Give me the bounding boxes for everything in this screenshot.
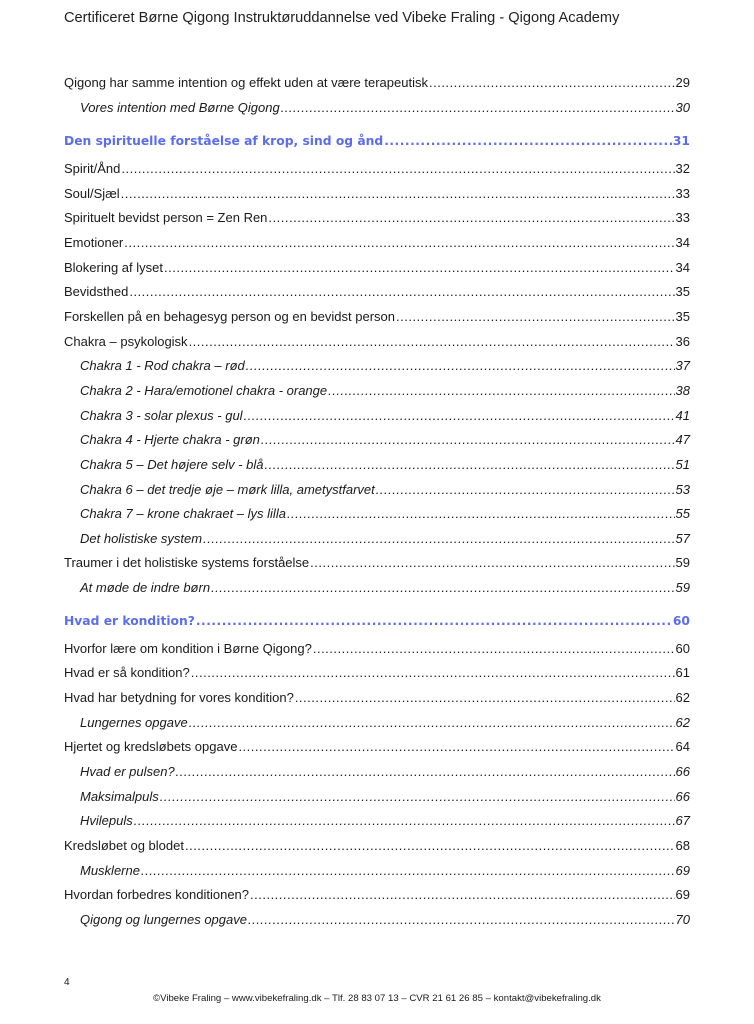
toc-entry-page: 66 — [675, 764, 690, 779]
document-header: Certificeret Børne Qigong Instruktøruddannelse ved Vibeke Fraling - Qigong Academy — [64, 10, 620, 26]
toc-entry-page: 35 — [675, 309, 690, 324]
dot-leader — [203, 530, 674, 547]
dot-leader — [160, 788, 675, 805]
toc-entry-title: Chakra 1 - Rod chakra – rød — [80, 358, 245, 373]
dot-leader — [328, 382, 674, 399]
toc-entry-title: Blokering af lyset — [64, 260, 163, 275]
dot-leader — [134, 812, 675, 829]
toc-entry-title: Hvorfor lære om kondition i Børne Qigong? — [64, 641, 312, 656]
dot-leader — [196, 613, 672, 630]
toc-entry[interactable] — [80, 812, 690, 829]
toc-entry-title: Bevidsthed — [64, 284, 129, 299]
dot-leader — [121, 160, 674, 177]
toc-entry-page: 53 — [675, 482, 690, 497]
toc-entry-title: Chakra 3 - solar plexus - gul — [80, 408, 243, 423]
toc-entry[interactable] — [80, 382, 690, 399]
toc-entry-title: Spirit/Ånd — [64, 161, 121, 176]
toc-entry-page: 29 — [675, 75, 690, 90]
toc-entry[interactable] — [80, 481, 690, 498]
dot-leader — [376, 481, 675, 498]
toc-entry-page: 41 — [675, 408, 690, 423]
toc-entry-page: 36 — [675, 334, 690, 349]
toc-entry[interactable] — [64, 664, 690, 681]
toc-entry-page: 33 — [675, 210, 690, 225]
toc-entry-page: 35 — [675, 284, 690, 299]
toc-entry-page: 67 — [675, 813, 690, 828]
toc-entry-page: 69 — [675, 887, 690, 902]
dot-leader — [250, 886, 675, 903]
dot-leader — [396, 308, 675, 325]
dot-leader — [121, 185, 675, 202]
toc-entry-title: Hjertet og kredsløbets opgave — [64, 739, 238, 754]
dot-leader — [244, 407, 675, 424]
toc-entry[interactable] — [64, 837, 690, 854]
toc-entry-title: Hvad har betydning for vores kondition? — [64, 690, 294, 705]
dot-leader — [124, 234, 674, 251]
toc-entry-title: Den spirituelle forståelse af krop, sind og ånd — [64, 134, 384, 148]
toc-entry[interactable] — [64, 554, 690, 571]
toc-entry-page: 59 — [675, 555, 690, 570]
dot-leader — [429, 74, 675, 91]
toc-entry-title: Det holistiske system — [80, 531, 203, 546]
toc-entry[interactable] — [80, 579, 690, 596]
dot-leader — [261, 431, 675, 448]
toc-entry[interactable] — [64, 234, 690, 251]
dot-leader — [246, 357, 675, 374]
toc-entry-page: 69 — [675, 863, 690, 878]
toc-entry-title: Hvad er så kondition? — [64, 665, 190, 680]
toc-entry[interactable] — [64, 333, 690, 350]
toc-entry-title: Traumer i det holistiske systems forståelse — [64, 555, 310, 570]
toc-entry-page: 57 — [675, 531, 690, 546]
toc-entry-title: Chakra 4 - Hjerte chakra - grøn — [80, 432, 260, 447]
dot-leader — [141, 862, 675, 879]
toc-entry-page: 55 — [675, 506, 690, 521]
toc-entry-title: Forskellen på en behagesyg person og en bevidst person — [64, 309, 395, 324]
toc-entry-page: 33 — [675, 186, 690, 201]
toc-entry[interactable] — [64, 283, 690, 300]
toc-entry-page: 32 — [675, 161, 690, 176]
toc-entry-title: Chakra 6 – det tredje øje – mørk lilla, ametystfarvet — [80, 482, 375, 497]
toc-entry-page: 59 — [675, 580, 690, 595]
dot-leader — [287, 505, 675, 522]
toc-entry-page: 31 — [672, 134, 690, 148]
document-footer: ©Vibeke Fraling – www.vibekefraling.dk – Tlf. 28 83 07 13 – CVR 21 61 26 85 – kontakt@vibekefraling.dk — [153, 993, 601, 1004]
dot-leader — [310, 554, 674, 571]
toc-entry-title: Qigong og lungernes opgave — [80, 912, 247, 927]
dot-leader — [191, 664, 675, 681]
toc-chapter-entry[interactable] — [64, 133, 690, 150]
toc-entry-title: Hvad er kondition? — [64, 614, 195, 628]
toc-entry[interactable] — [64, 74, 690, 91]
toc-entry-title: Vores intention med Børne Qigong — [80, 100, 280, 115]
toc-entry-page: 64 — [675, 739, 690, 754]
toc-entry[interactable] — [80, 763, 690, 780]
toc-entry[interactable] — [64, 259, 690, 276]
toc-entry[interactable] — [80, 788, 690, 805]
toc-entry-page: 51 — [675, 457, 690, 472]
toc-entry-title: Kredsløbet og blodet — [64, 838, 184, 853]
dot-leader — [281, 99, 675, 116]
toc-entry[interactable] — [80, 530, 690, 547]
toc-entry[interactable] — [80, 911, 690, 928]
toc-entry[interactable] — [64, 160, 690, 177]
dot-leader — [189, 714, 675, 731]
dot-leader — [265, 456, 675, 473]
toc-entry-title: Musklerne — [80, 863, 140, 878]
dot-leader — [164, 259, 675, 276]
toc-entry-title: Hvilepuls — [80, 813, 133, 828]
toc-entry-title: Hvad er pulsen? — [80, 764, 175, 779]
toc-entry[interactable] — [64, 308, 690, 325]
toc-entry[interactable] — [80, 862, 690, 879]
toc-entry-title: Hvordan forbedres konditionen? — [64, 887, 250, 902]
toc-entry-title: Spirituelt bevidst person = Zen Ren — [64, 210, 268, 225]
toc-entry-page: 30 — [675, 100, 690, 115]
dot-leader — [384, 133, 672, 150]
toc-entry-title: Emotioner — [64, 235, 124, 250]
toc-entry-page: 37 — [675, 358, 690, 373]
dot-leader — [211, 579, 674, 596]
toc-entry-title: Qigong har samme intention og effekt uden at være terapeutisk — [64, 75, 428, 90]
toc-entry-title: Chakra 7 – krone chakraet – lys lilla — [80, 506, 286, 521]
toc-entry[interactable] — [80, 357, 690, 374]
toc-entry-page: 47 — [675, 432, 690, 447]
toc-entry-page: 62 — [675, 690, 690, 705]
dot-leader — [129, 283, 674, 300]
toc-entry[interactable] — [80, 456, 690, 473]
toc-entry-page: 70 — [675, 912, 690, 927]
toc-entry[interactable] — [64, 689, 690, 706]
dot-leader — [313, 640, 675, 657]
toc-entry[interactable] — [80, 714, 690, 731]
toc-entry-title: Chakra 5 – Det højere selv - blå — [80, 457, 264, 472]
toc-entry[interactable] — [80, 431, 690, 448]
toc-entry[interactable] — [80, 407, 690, 424]
toc-entry-page: 66 — [675, 789, 690, 804]
dot-leader — [176, 763, 675, 780]
toc-entry-title: Maksimalpuls — [80, 789, 159, 804]
toc-entry-page: 62 — [675, 715, 690, 730]
dot-leader — [185, 837, 675, 854]
toc-entry[interactable] — [64, 738, 690, 755]
toc-entry-page: 61 — [675, 665, 690, 680]
dot-leader — [295, 689, 675, 706]
toc-entry[interactable] — [64, 209, 690, 226]
toc-entry[interactable] — [80, 99, 690, 116]
page-number: 4 — [64, 977, 70, 988]
toc-entry-page: 34 — [675, 235, 690, 250]
toc-entry-page: 60 — [672, 614, 690, 628]
toc-entry[interactable] — [64, 640, 690, 657]
toc-entry-page: 38 — [675, 383, 690, 398]
dot-leader — [189, 333, 675, 350]
dot-leader — [248, 911, 675, 928]
toc-entry-page: 34 — [675, 260, 690, 275]
toc-entry[interactable] — [80, 505, 690, 522]
dot-leader — [268, 209, 674, 226]
toc-chapter-entry[interactable] — [64, 613, 690, 630]
dot-leader — [238, 738, 674, 755]
toc-entry-title: Lungernes opgave — [80, 715, 188, 730]
toc-entry-title: Soul/Sjæl — [64, 186, 120, 201]
toc-entry-page: 68 — [675, 838, 690, 853]
toc-entry-title: Chakra – psykologisk — [64, 334, 188, 349]
toc-entry[interactable] — [64, 185, 690, 202]
toc-entry[interactable] — [64, 886, 690, 903]
toc-entry-title: At møde de indre børn — [80, 580, 211, 595]
toc-entry-title: Chakra 2 - Hara/emotionel chakra - orange — [80, 383, 328, 398]
toc-entry-page: 60 — [675, 641, 690, 656]
